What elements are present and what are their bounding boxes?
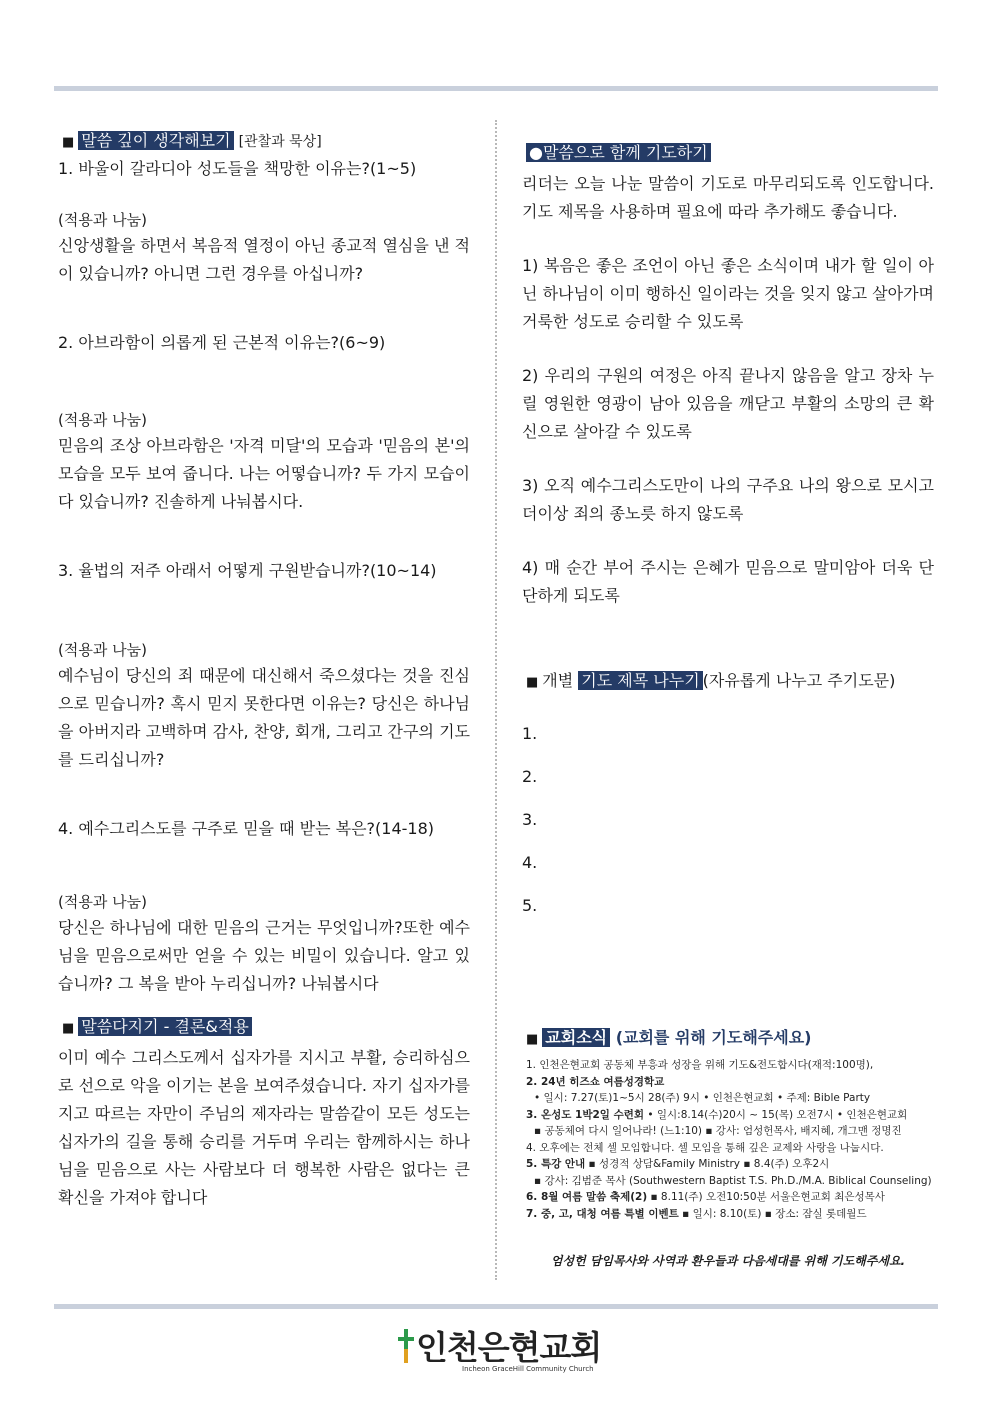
top-rule [54, 86, 938, 91]
apply-tag-3: (적용과 나눔) [58, 641, 147, 659]
church-logo [392, 1322, 602, 1382]
cross-icon [398, 1329, 414, 1363]
prayer-point-4: 4) 매 순간 부어 주시는 은혜가 믿음으로 말미암아 더욱 단단하게 되도록 [522, 558, 934, 605]
section-news-heading [526, 1027, 934, 1051]
right-column [522, 142, 934, 1269]
question-3: 3. 율법의 저주 아래서 어떻게 구원받습니까?(10~14) [58, 561, 437, 580]
news-item-3-detail: • 일시:8.14(수)20시 ~ 15(목) 오전7시 • 인천은현교회 [644, 1108, 908, 1121]
section-reflect-subtitle: [관찰과 묵상] [238, 134, 322, 150]
section-reflect-heading [62, 130, 470, 154]
pray-intro: 리더는 오늘 나눈 말씀이 기도로 마무리되도록 인도합니다. 기도 제목을 사용하며 필요에 따라 추가해도 좋습니다. [522, 174, 934, 221]
news-item-5-title: 5. 특강 안내 [526, 1158, 586, 1170]
question-1: 1. 바울이 갈라디아 성도들을 책망한 이유는?(1~5) [58, 159, 417, 178]
news-item-3 [526, 1107, 934, 1124]
square-bullet-icon: ■ [526, 675, 539, 690]
left-column [58, 130, 470, 1212]
news-item-4: 4. 오후에는 전체 셀 모임합니다. 셀 모임을 통해 깊은 교제와 사랑을 나눕시다. [526, 1141, 884, 1154]
section-conclusion-title: 말씀다지기 - 결론&적용 [78, 1017, 252, 1036]
section-personal-subtitle: (자유롭게 나누고 주기도문) [702, 671, 896, 690]
prayer-point-3: 3) 오직 예수그리스도만이 나의 구주요 나의 왕으로 모시고 더이상 죄의 종노릇 하지 않도록 [522, 476, 934, 523]
section-personal-prefix: 개별 [542, 671, 579, 690]
prayer-point-2: 2) 우리의 구원의 여정은 아직 끝나지 않음을 알고 장차 누릴 영원한 영광이 남아 있음을 깨닫고 부활의 소망의 큰 확신으로 살아갈 수 있도록 [522, 366, 934, 441]
square-bullet-icon: ■ [62, 135, 75, 150]
bottom-rule [54, 1304, 938, 1309]
news-item-5 [526, 1156, 934, 1173]
news-item-2-title: 2. 24년 히즈쇼 여름성경학교 [526, 1075, 665, 1088]
news-list [526, 1057, 934, 1222]
list-item: 2. [522, 767, 538, 786]
news-item-6 [526, 1189, 934, 1206]
apply-tag-4: (적용과 나눔) [58, 893, 147, 911]
column-divider [495, 120, 497, 1280]
section-reflect-title: 말씀 깊이 생각해보기 [78, 131, 233, 150]
conclusion-body: 이미 예수 그리스도께서 십자가를 지시고 부활, 승리하심으로 선으로 악을 이기는 본을 보여주셨습니다. 자기 십자가를 지고 따르는 자만이 주님의 제자라는 말씀같이 모든 성도는 십자가의 길을 통해 승리를 거두며 우리는 함께하시는 하나님을 믿음으로 사는 사람보다 더 행복한 사람은 없다는 큰 확신을 가져야 합니다 [58, 1048, 470, 1207]
list-item: 4. [522, 853, 538, 872]
section-personal-heading [526, 670, 934, 694]
section-news-subtitle: (교회를 위해 기도해주세요) [610, 1028, 812, 1047]
personal-prayer-list [522, 722, 934, 937]
answer-2: 믿음의 조상 아브라함은 '자격 미달'의 모습과 '믿음의 본'의 모습을 모두 보여 줍니다. 나는 어떻습니까? 두 가지 모습이 다 있습니까? 진솔하게 나눠봅시다. [58, 436, 470, 511]
news-item-7 [526, 1206, 934, 1223]
apply-tag-1: (적용과 나눔) [58, 211, 147, 229]
question-2: 2. 아브라함이 의롭게 된 근본적 이유는?(6~9) [58, 333, 386, 352]
square-bullet-icon: ■ [62, 1021, 75, 1036]
news-item-5-detail: ▪ 성경적 상담&Family Ministry ▪ 8.4(주) 오후2시 [585, 1158, 830, 1170]
question-4: 4. 예수그리스도를 구주로 믿을 때 받는 복은?(14-18) [58, 819, 435, 838]
section-pray-title: ●말씀으로 함께 기도하기 [526, 143, 711, 162]
apply-tag-2: (적용과 나눔) [58, 411, 147, 429]
square-bullet-icon: ■ [526, 1032, 539, 1047]
section-conclusion-heading [62, 1016, 470, 1040]
news-item-3-title: 3. 온성도 1박2일 수련회 [526, 1108, 645, 1121]
answer-1: 신앙생활을 하면서 복음적 열정이 아닌 종교적 열심을 낸 적이 있습니까? 아니면 그런 경우를 아십니까? [58, 236, 470, 283]
answer-3: 예수님이 당신의 죄 때문에 대신해서 죽으셨다는 것을 진심으로 믿습니까? 혹시 믿지 못한다면 이유는? 당신은 하나님을 아버지라 고백하며 감사, 찬양, 회개, 그리고 간구의 기도를 드리십니까? [58, 666, 470, 769]
news-item-1: 1. 인천은현교회 공동체 부흥과 성장을 위해 기도&전도합시다(재적:100명), [526, 1059, 874, 1071]
news-item-5-detail-2: ▪ 강사: 김범준 목사 (Southwestern Baptist T.S. Ph.D./M.A. Biblical Counseling) [534, 1174, 932, 1187]
logo-name: 인천은현교회 [416, 1328, 602, 1367]
list-item: 5. [522, 896, 538, 915]
closing-prayer-note: 엄성헌 담임목사와 사역과 환우들과 다음세대를 위해 기도해주세요. [550, 1254, 906, 1268]
news-item-7-detail: ▪ 일시: 8.10(토) ▪ 장소: 잠실 롯데월드 [678, 1207, 867, 1220]
prayer-point-1: 1) 복음은 좋은 조언이 아닌 좋은 소식이며 내가 할 일이 아닌 하나님이 이미 행하신 일이라는 것을 잊지 않고 살아가며 거룩한 성도로 승리할 수 있도록 [522, 256, 934, 331]
section-news-title: 교회소식 [542, 1028, 610, 1047]
section-personal-title: 기도 제목 나누기 [578, 671, 702, 690]
news-item-2-detail: • 일시: 7.27(토)1~5시 28(주) 9시 • 인천은현교회 • 주제: Bible Party [534, 1092, 871, 1104]
section-pray-heading [526, 142, 934, 164]
logo-subtitle: Incheon GraceHill Community Church [462, 1365, 594, 1373]
news-item-7-title: 7. 중, 고, 대청 여름 특별 이벤트 [526, 1207, 679, 1220]
news-item-6-title: 6. 8월 여름 말씀 축제(2) [526, 1191, 648, 1203]
news-item-2 [526, 1074, 934, 1091]
list-item: 1. [522, 724, 538, 743]
list-item: 3. [522, 810, 538, 829]
news-item-3-detail-2: ▪ 공동체여 다시 일어나라! (느1:10) ▪ 강사: 엄성헌목사, 배지혜, 개그맨 정명진 [534, 1125, 902, 1137]
answer-4: 당신은 하나님에 대한 믿음의 근거는 무엇입니까?또한 예수님을 믿음으로써만 얻을 수 있는 비밀이 있습니다. 알고 있습니까? 그 복을 받아 누리십니까? 나눠봅시다 [58, 918, 470, 993]
news-item-6-detail: ▪ 8.11(주) 오전10:50분 서울은현교회 최은성목사 [647, 1191, 885, 1203]
